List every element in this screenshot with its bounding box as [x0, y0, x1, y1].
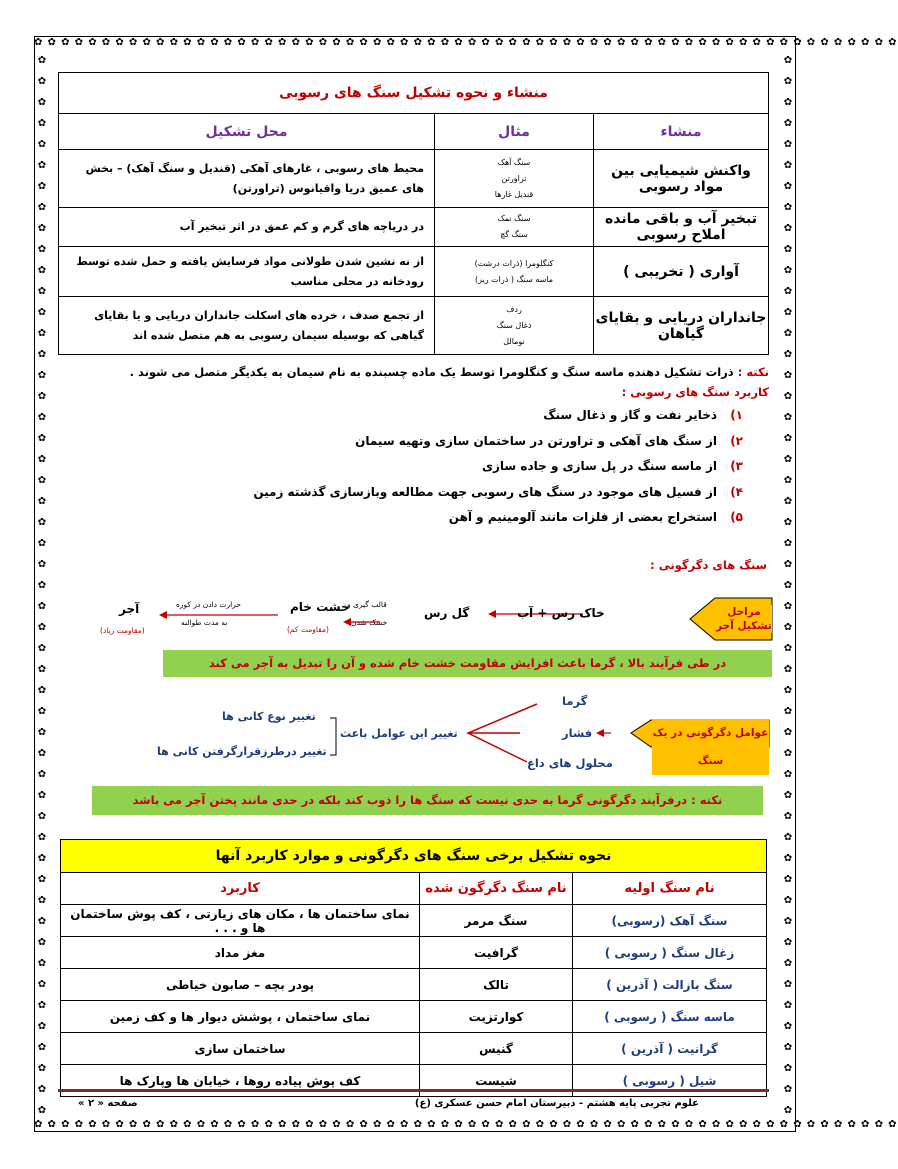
list-number: ۲) [730, 433, 743, 448]
list-number: ۵) [730, 510, 743, 524]
example-item: سنگ نمک [497, 214, 531, 223]
origin-cell: تبخیر آب و باقی مانده املاح رسوبی [594, 208, 769, 247]
metamorphic-rock: تالک [420, 969, 573, 1001]
origin-cell: جانداران دریایی و بقایای گیاهان [594, 297, 769, 355]
arrow3-label-bottom: به مدت طوالنه [181, 618, 228, 627]
list-number: ۳) [730, 459, 743, 473]
brick-step-4: آجر [119, 602, 140, 616]
arrowhead-3 [159, 611, 167, 619]
location-cell: محیط های رسوبی ، غارهای آهکی (قندیل و سنگ آهک) – بخش های عمیق دریا واقیانوس (تراورتن) [59, 150, 435, 208]
decorative-border-left: ✿✿✿✿✿✿✿✿✿✿✿✿✿✿✿✿✿✿✿✿✿✿✿✿✿✿✿✿✿✿✿✿✿✿✿✿✿✿✿✿✿✿✿✿✿✿✿✿✿✿✿ [37, 55, 47, 1116]
table-row [61, 937, 767, 969]
uses-title: کاربرد سنگ های رسوبی : [621, 385, 769, 399]
brick-step-3: خشت خام [290, 600, 350, 614]
example-item: سنگ گچ [500, 230, 528, 239]
arrow2-label-bottom: خشک شدن [351, 618, 388, 627]
table-row [61, 1001, 767, 1033]
usage: نمای ساختمان ، پوشش دیوار ها و کف زمین [61, 1001, 420, 1033]
arrowhead-1 [488, 610, 496, 618]
usage: ساختمان سازی [61, 1033, 420, 1065]
brick-steps-box: مراحل تشکیل آجر [716, 606, 772, 632]
usage: پودر بچه – صابون خیاطی [61, 969, 420, 1001]
original-rock: گرانیت ( آذرین ) [573, 1033, 767, 1065]
usage: نمای ساختمان ها ، مکان های زیارتی ، کف پوش ساختمان ها و . . . [61, 905, 420, 937]
factors-box: عوامل دگرگونی در یک سنگ [652, 719, 769, 775]
example-item: قندیل غارها [494, 189, 534, 199]
arrow2-label-top: قالب گیری و [347, 600, 387, 609]
metamorphic-rock: گنیس [420, 1033, 573, 1065]
decorative-border-top: ✿ ✿ ✿ ✿ ✿ ✿ ✿ ✿ ✿ ✿ ✿ ✿ ✿ ✿ ✿ ✿ ✿ ✿ ✿ ✿ ✿ ✿ ✿ ✿ ✿ ✿ ✿ ✿ ✿ ✿ ✿ ✿ ✿ ✿ ✿ ✿ ✿ ✿ ✿ ✿ ✿ ✿ ✿ ✿ ✿ ✿ ✿ ✿ ✿ ✿ ✿ ✿ ✿ ✿ ✿ ✿ ✿ ✿ ✿ ✿ ✿ ✿ ✿ ✿ [34, 37, 898, 48]
metamorphic-title: سنگ های دگرگونی : [650, 558, 767, 572]
original-rock: سنگ آهک (رسوبی) [573, 905, 767, 937]
brick-step-1: خاک رس + آب [517, 606, 605, 620]
factor-fluids: محلول های داغ [527, 756, 613, 770]
col-header-metamorphic: نام سنگ دگرگون شده [420, 873, 573, 905]
result-brace [330, 718, 336, 755]
arrowhead-factors [596, 729, 604, 737]
metamorphic-rock: شیست [420, 1065, 573, 1097]
footer-school: علوم تجربی پایه هشتم - دبیرستان امام حسن عسکری (ع) [414, 1098, 699, 1109]
location-cell: در دریاچه های گرم و کم عمق در اثر تبخیر آب [59, 208, 435, 247]
location-cell: از نه نشین شدن طولانی مواد فرسایش یافته و حمل شده توسط رودخانه در محلی مناسب [59, 247, 435, 297]
example-item: کنگلومرا (ذرات درشت) [474, 258, 554, 268]
col-header-example: مثال [435, 114, 594, 150]
col-header-location: محل تشکیل [59, 114, 435, 150]
list-text: از ماسه سنگ در پل سازی و جاده سازی [481, 459, 717, 473]
original-rock: ماسه سنگ ( رسوبی ) [573, 1001, 767, 1033]
origin-cell: واکنش شیمیایی بین مواد رسوبی [594, 150, 769, 208]
list-text: ذخایر نفت و گاز و ذغال سنگ [543, 408, 717, 422]
metamorphic-rock: سنگ مرمر [420, 905, 573, 937]
factors-cause: تغییر این عوامل باعث [340, 727, 458, 740]
metamorphic-table [60, 839, 767, 1097]
col-header-usage: کاربرد [61, 873, 420, 905]
original-rock: شیل ( رسوبی ) [573, 1065, 767, 1097]
metamorphic-rock: گرافیت [420, 937, 573, 969]
note-label: نکته : [737, 365, 769, 379]
table-row [61, 905, 767, 937]
example-item: ردف [506, 304, 522, 314]
example-item: ماسه سنگ ( ذرات ریز) [474, 274, 554, 284]
page-footer [58, 1089, 769, 1109]
list-text: از فسیل های موجود در سنگ های رسوبی جهت مطالعه وبازسازی گذشته زمین [253, 484, 717, 499]
list-number: ۱) [730, 408, 743, 422]
brick-step-4-sub: (مقاومت زیاد) [100, 626, 145, 635]
usage: کف پوش پیاده روها ، خیابان ها وپارک ها [61, 1065, 420, 1097]
table-title: منشاء و نحوه تشکیل سنگ های رسوبی [59, 73, 769, 114]
brick-step-3-sub: (مقاومت کم) [287, 625, 329, 634]
result-mineral-arrangement: تغییر درطرزقرارگرفتن کانی ها [157, 745, 327, 758]
result-mineral-type: تغییر نوع کانی ها [222, 710, 316, 723]
arrowhead-2 [343, 618, 351, 626]
table-row [61, 969, 767, 1001]
brick-note-bar: در طی فرآیند بالا ، گرما باعث افزایش مقاومت خشت خام شده و آن را تبدیل به آجر می کند [163, 650, 772, 677]
col-header-original: نام سنگ اولیه [573, 873, 767, 905]
melting-note-bar: نکته : درفرآیند دگرگونی گرما به حدی نیست که سنگ ها را ذوب کند بلکه در حدی مانند پختن آجر می باشد [92, 786, 763, 815]
arrow3-label-top: حرارت دادن در کوره [176, 600, 241, 609]
list-number: ۴) [730, 484, 743, 499]
factor-pressure: فشار [562, 726, 593, 740]
footer-page-number: صفحه « ۲ » [78, 1098, 138, 1109]
decorative-border-right: ✿✿✿✿✿✿✿✿✿✿✿✿✿✿✿✿✿✿✿✿✿✿✿✿✿✿✿✿✿✿✿✿✿✿✿✿✿✿✿✿✿✿✿✿✿✿✿✿✿✿✿ [783, 55, 793, 1116]
location-cell: از تجمع صدف ، خرده های اسکلت جانداران دریایی و یا بقایای گیاهی که بوسیله سیمان رسوبی به هم متصل شده اند [59, 297, 435, 355]
original-rock: زغال سنگ ( رسوبی ) [573, 937, 767, 969]
brick-step-2: گل رس [424, 606, 470, 620]
decorative-border-bottom: ✿ ✿ ✿ ✿ ✿ ✿ ✿ ✿ ✿ ✿ ✿ ✿ ✿ ✿ ✿ ✿ ✿ ✿ ✿ ✿ ✿ ✿ ✿ ✿ ✿ ✿ ✿ ✿ ✿ ✿ ✿ ✿ ✿ ✿ ✿ ✿ ✿ ✿ ✿ ✿ ✿ ✿ ✿ ✿ ✿ ✿ ✿ ✿ ✿ ✿ ✿ ✿ ✿ ✿ ✿ ✿ ✿ ✿ ✿ ✿ ✿ ✿ ✿ ✿ [34, 1119, 898, 1130]
original-rock: سنگ بازالت ( آذرین ) [573, 969, 767, 1001]
usage: مغز مداد [61, 937, 420, 969]
note-text: ذرات تشکیل دهنده ماسه سنگ و کنگلومرا توسط یک ماده چسبنده به نام سیمان به یکدیگر متصل می شوند . [129, 365, 734, 379]
col-header-origin: منشاء [594, 114, 769, 150]
example-item: تراورتن [501, 173, 527, 183]
factor-heat: گرما [562, 694, 588, 708]
example-item: سنگ آهک [497, 157, 531, 167]
list-text: از سنگ های آهکی و تراورتن در ساختمان سازی وتهیه سیمان [355, 433, 717, 448]
example-item: نومالل [503, 336, 525, 346]
origin-cell: آواری ( تخریبی ) [594, 247, 769, 297]
example-item: ذغال سنگ [496, 320, 532, 330]
table-row [61, 1033, 767, 1065]
table-title: نحوه تشکیل برخی سنگ های دگرگونی و موارد کاربرد آنها [61, 840, 767, 873]
metamorphic-rock: کوارتزیت [420, 1001, 573, 1033]
list-text: استخراج بعضی از فلزات مانند آلومینیم و آهن [448, 510, 717, 524]
